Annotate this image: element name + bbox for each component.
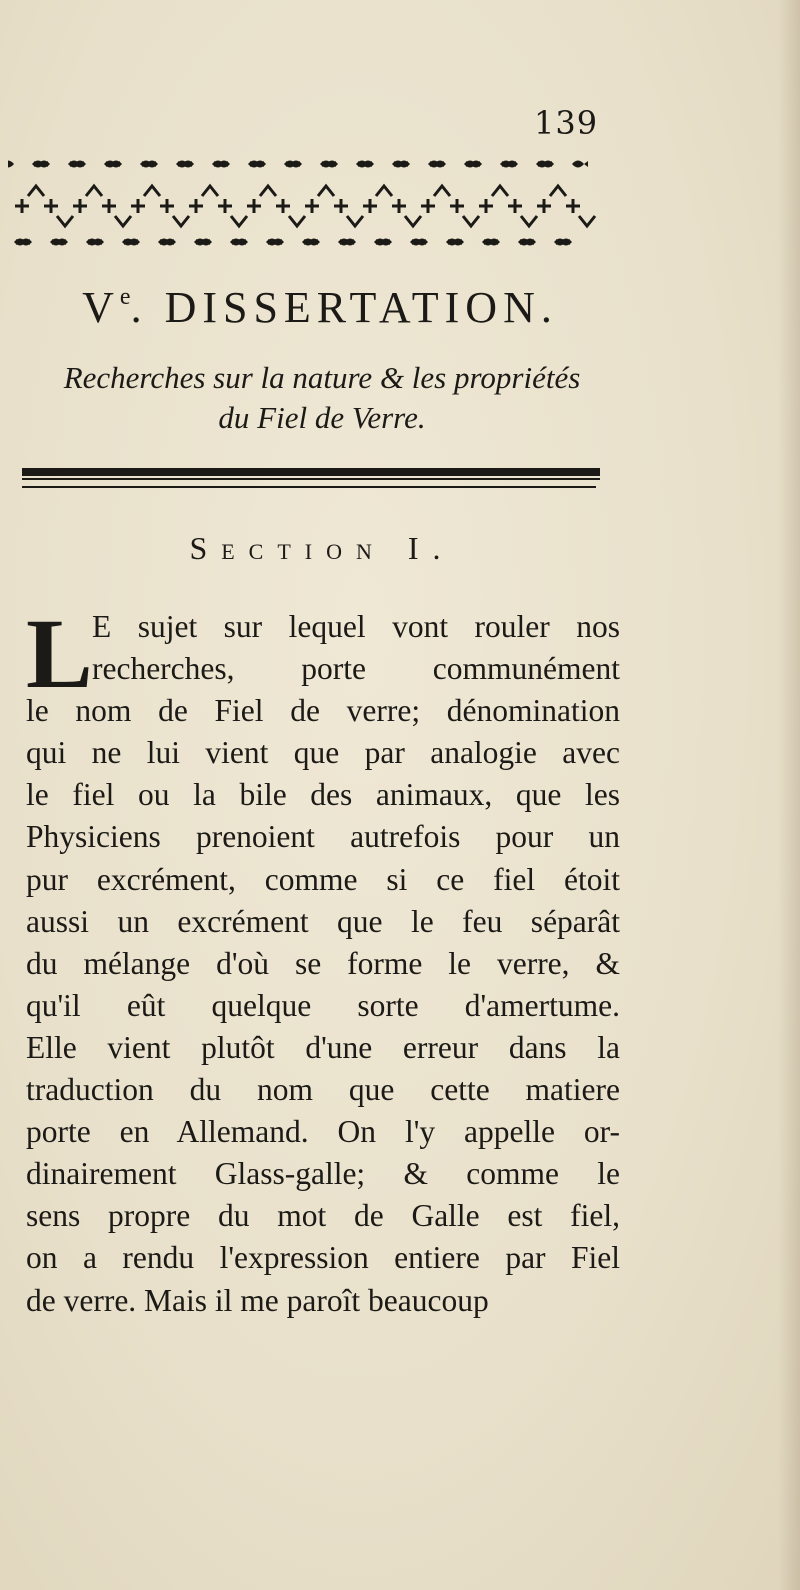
text-line: Physiciens prenoient autrefois pour un (26, 819, 620, 855)
text-line: dinairement Glass-galle; & comme le (26, 1156, 620, 1192)
page-gutter-shadow (778, 0, 800, 1590)
text-line: pur excrément, comme si ce fiel étoit (26, 861, 620, 897)
text-line: E sujet sur lequel vont rouler nos (92, 609, 620, 644)
text-line: de verre. Mais il me paroît beaucoup (26, 1282, 489, 1318)
text-line: le fiel ou la bile des animaux, que les (26, 777, 620, 813)
double-rule-divider (22, 464, 604, 494)
body-paragraph (26, 598, 620, 1322)
dissertation-subtitle (30, 358, 614, 438)
subtitle-line-2: du Fiel de Verre. (218, 400, 426, 435)
text-line: Elle vient plutôt d'une erreur dans la (26, 1029, 620, 1065)
text-line: qui ne lui vient que par analogie avec (26, 735, 620, 771)
section-title: Section I. (189, 530, 455, 566)
page-number: 139 (534, 104, 599, 142)
dissertation-heading (30, 282, 610, 333)
text-line: qu'il eût quelque sorte d'amertume. (26, 987, 620, 1023)
text-line: aussi un excrément que le feu séparât (26, 903, 620, 939)
text-line: du mélange d'où se forme le verre, & (26, 945, 620, 981)
text-line: recherches, porte communément (92, 651, 620, 687)
text-line: on a rendu l'expression entiere par Fiel (26, 1240, 620, 1276)
ornament-band (8, 148, 604, 258)
text-line: porte en Allemand. On l'y appelle or- (26, 1114, 620, 1150)
text-line: sens propre du mot de Galle est fiel, (26, 1198, 620, 1234)
heading-numeral: V (82, 283, 120, 332)
subtitle-line-1: Recherches sur la nature & les propriétés (63, 360, 581, 395)
text-line: traduction du nom que cette matiere (26, 1072, 620, 1108)
heading-word: . DISSERTATION. (130, 283, 558, 332)
heading-numeral-sup: e (119, 284, 131, 310)
text-line: le nom de Fiel de verre; dénomination (26, 693, 620, 729)
drop-cap-letter: L (26, 598, 93, 709)
